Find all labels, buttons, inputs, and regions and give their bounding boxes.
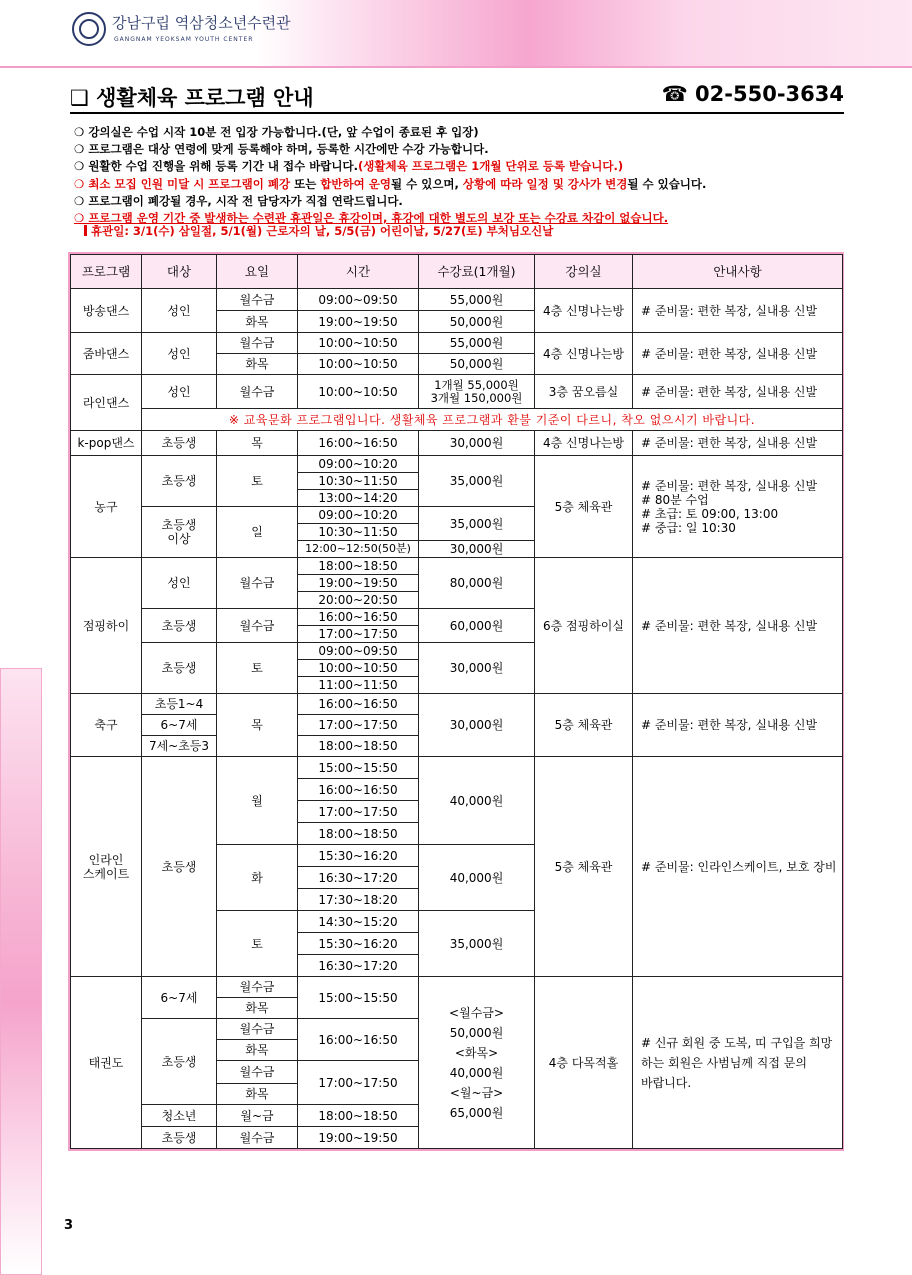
- table-cell: 토: [217, 456, 298, 507]
- table-header-row: [71, 255, 843, 289]
- table-cell: 09:00~10:20: [298, 456, 419, 473]
- table-cell: 월수금: [217, 558, 298, 609]
- table-cell: 청소년: [142, 1105, 217, 1127]
- table-row: [71, 375, 843, 409]
- table-cell: 월: [217, 757, 298, 845]
- table-cell: 월수금: [217, 977, 298, 998]
- table-cell: 17:00~17:50: [298, 1061, 419, 1105]
- table-body: [71, 289, 843, 1149]
- table-cell: 18:00~18:50: [298, 1105, 419, 1127]
- table-cell: 초등생: [142, 1127, 217, 1149]
- table-cell: 목: [217, 694, 298, 757]
- table-cell: 월수금: [217, 1061, 298, 1084]
- center-logo-icon: [72, 12, 106, 46]
- table-cell: 20:00~20:50: [298, 592, 419, 609]
- table-cell: 16:30~17:20: [298, 955, 419, 977]
- table-cell: 16:00~16:50: [298, 431, 419, 456]
- table-cell: 4층 신명나는방: [535, 333, 633, 375]
- table-cell: 10:30~11:50: [298, 473, 419, 490]
- table-cell: 1개월 55,000원 3개월 150,000원: [419, 375, 535, 409]
- col-header: 대상: [142, 255, 217, 289]
- header-band: [0, 0, 912, 66]
- table-cell: 10:00~10:50: [298, 354, 419, 375]
- table-cell: 7세~초등3: [142, 736, 217, 757]
- notice-item: ❍ 강의실은 수업 시작 10분 전 입장 가능합니다.(단, 앞 수업이 종료된 후 입장): [74, 125, 479, 139]
- table-cell: 18:00~18:50: [298, 823, 419, 845]
- table-cell: 30,000원: [419, 431, 535, 456]
- table-cell: 55,000원: [419, 333, 535, 354]
- table-cell: 월수금: [217, 1019, 298, 1040]
- table-cell: 라인댄스: [71, 375, 142, 431]
- table-cell: 초등생: [142, 609, 217, 643]
- table-cell: 축구: [71, 694, 142, 757]
- table-cell: 30,000원: [419, 541, 535, 558]
- table-cell: 6~7세: [142, 715, 217, 736]
- table-cell: 태권도: [71, 977, 142, 1149]
- table-cell: 인라인 스케이트: [71, 757, 142, 977]
- col-header: 요일: [217, 255, 298, 289]
- table-cell: 4층 다목적홀: [535, 977, 633, 1149]
- page-number: 3: [64, 1218, 74, 1233]
- table-cell: 16:00~16:50: [298, 1019, 419, 1061]
- notice-item: ❍ 프로그램 운영 기간 중 발생하는 수련관 휴관일은 휴강이며, 휴강에 대한 별도의 보강 또는 수강료 차감이 없습니다.: [74, 211, 669, 226]
- table-cell: 6~7세: [142, 977, 217, 1019]
- table-cell: 4층 신명나는방: [535, 289, 633, 333]
- table-cell: 화목: [217, 1040, 298, 1061]
- table-cell: 월~금: [217, 1105, 298, 1127]
- table-cell: 농구: [71, 456, 142, 558]
- table-cell: 11:00~11:50: [298, 677, 419, 694]
- table-cell: 15:30~16:20: [298, 933, 419, 955]
- table-cell: 60,000원: [419, 609, 535, 643]
- table-cell: 화: [217, 845, 298, 911]
- table-cell: 10:00~10:50: [298, 333, 419, 354]
- table-cell: 19:00~19:50: [298, 311, 419, 333]
- table-cell: 5층 체육관: [535, 694, 633, 757]
- table-cell: # 신규 회원 중 도복, 띠 구입을 희망 하는 회원은 사범님께 직접 문의 바랍니다.: [633, 977, 843, 1149]
- table-row: [71, 409, 843, 431]
- table-cell: # 준비물: 인라인스케이트, 보호 장비: [633, 757, 843, 977]
- table-cell: 09:00~10:20: [298, 507, 419, 524]
- table-row: [71, 431, 843, 456]
- table-cell: 초등생: [142, 757, 217, 977]
- table-cell: 화목: [217, 998, 298, 1019]
- table-cell: 초등생: [142, 431, 217, 456]
- table-cell: # 준비물: 편한 복장, 실내용 신발: [633, 431, 843, 456]
- title-underline: [70, 112, 844, 114]
- table-cell: 17:30~18:20: [298, 889, 419, 911]
- table-cell: 19:00~19:50: [298, 575, 419, 592]
- table-cell: 13:00~14:20: [298, 490, 419, 507]
- org-name: 강남구립 역삼청소년수련관: [112, 14, 291, 32]
- table-cell: 30,000원: [419, 694, 535, 757]
- table-cell: 30,000원: [419, 643, 535, 694]
- table-cell: 55,000원: [419, 289, 535, 311]
- table-cell: 초등생: [142, 1019, 217, 1105]
- table-cell: # 준비물: 편한 복장, 실내용 신발: [633, 333, 843, 375]
- table-cell: 성인: [142, 375, 217, 409]
- table-cell: 화목: [217, 311, 298, 333]
- table-cell: 초등생 이상: [142, 507, 217, 558]
- table-cell: 10:30~11:50: [298, 524, 419, 541]
- header-border: [0, 66, 912, 68]
- table-cell: 35,000원: [419, 507, 535, 541]
- table-cell: 50,000원: [419, 311, 535, 333]
- table-cell: 점핑하이: [71, 558, 142, 694]
- notice-item: ❍ 프로그램은 대상 연령에 맞게 등록해야 하며, 등록한 시간에만 수강 가능합니다.: [74, 142, 489, 157]
- table-cell: # 준비물: 편한 복장, 실내용 신발: [633, 289, 843, 333]
- table-cell: 17:00~17:50: [298, 715, 419, 736]
- table-cell: 화목: [217, 1084, 298, 1105]
- table-cell: 월수금: [217, 289, 298, 311]
- table-cell: # 준비물: 편한 복장, 실내용 신발: [633, 375, 843, 409]
- table-cell: 15:30~16:20: [298, 845, 419, 867]
- table-cell: 5층 체육관: [535, 456, 633, 558]
- table-cell: 월수금: [217, 609, 298, 643]
- table-cell: 10:00~10:50: [298, 375, 419, 409]
- table-cell: 성인: [142, 333, 217, 375]
- table-cell: 목: [217, 431, 298, 456]
- table-row: [71, 977, 843, 998]
- table-cell: 16:00~16:50: [298, 694, 419, 715]
- table-cell: 12:00~12:50(50분): [298, 541, 419, 558]
- table-cell: 성인: [142, 558, 217, 609]
- table-cell: <월수금> 50,000원 <화목> 40,000원 <월~금> 65,000원: [419, 977, 535, 1149]
- table-cell: 토: [217, 911, 298, 977]
- table-cell: 16:00~16:50: [298, 609, 419, 626]
- table-row: [71, 289, 843, 311]
- table-cell: 19:00~19:50: [298, 1127, 419, 1149]
- table-cell: 일: [217, 507, 298, 558]
- col-header: 프로그램: [71, 255, 142, 289]
- table-row: [71, 694, 843, 715]
- col-header: 수강료(1개월): [419, 255, 535, 289]
- table-cell: 35,000원: [419, 456, 535, 507]
- table-cell: 09:00~09:50: [298, 289, 419, 311]
- table-cell: 월수금: [217, 375, 298, 409]
- col-header: 안내사항: [633, 255, 843, 289]
- table-cell: 40,000원: [419, 757, 535, 845]
- table-cell: 17:00~17:50: [298, 626, 419, 643]
- table-cell: 18:00~18:50: [298, 736, 419, 757]
- notice-item: ❍ 원활한 수업 진행을 위해 등록 기간 내 접수 바랍니다.(생활체육 프로그램은 1개월 단위로 등록 받습니다.): [74, 159, 624, 174]
- table-cell: 14:30~15:20: [298, 911, 419, 933]
- table-cell: 초등생: [142, 643, 217, 694]
- table-cell: # 준비물: 편한 복장, 실내용 신발: [633, 558, 843, 694]
- table-cell: 15:00~15:50: [298, 977, 419, 1019]
- program-table: [68, 252, 844, 1151]
- table-cell: 초등생: [142, 456, 217, 507]
- table-cell: 15:00~15:50: [298, 757, 419, 779]
- table-cell: 10:00~10:50: [298, 660, 419, 677]
- table-cell: 18:00~18:50: [298, 558, 419, 575]
- table-row: [71, 558, 843, 575]
- table-cell: 월수금: [217, 333, 298, 354]
- table-cell: ※ 교육문화 프로그램입니다. 생활체육 프로그램과 환불 기준이 다르니, 착오 없으시기 바랍니다.: [142, 409, 843, 431]
- notice-item: ❍ 최소 모집 인원 미달 시 프로그램이 폐강 또는 합반하여 운영될 수 있으며, 상황에 따라 일정 및 강사가 변경될 수 있습니다.: [74, 176, 707, 191]
- table-cell: 35,000원: [419, 911, 535, 977]
- holiday-notice: 휴관일: 3/1(수) 삼일절, 5/1(월) 근로자의 날, 5/5(금) 어린이날, 5/27(토) 부처님오신날: [84, 223, 553, 239]
- table-cell: 5층 체육관: [535, 757, 633, 977]
- col-header: 강의실: [535, 255, 633, 289]
- table-row: [71, 757, 843, 779]
- left-decor-bar: [0, 668, 42, 1275]
- table-cell: 16:30~17:20: [298, 867, 419, 889]
- table-cell: 화목: [217, 354, 298, 375]
- table-row: [71, 333, 843, 354]
- table-cell: 80,000원: [419, 558, 535, 609]
- table-cell: 월수금: [217, 1127, 298, 1149]
- notice-item: ❍ 프로그램이 폐강될 경우, 시작 전 담당자가 직접 연락드립니다.: [74, 193, 403, 208]
- table-cell: 초등1~4: [142, 694, 217, 715]
- table-cell: 6층 점핑하이실: [535, 558, 633, 694]
- notice-list: [74, 124, 706, 227]
- table-cell: 토: [217, 643, 298, 694]
- col-header: 시간: [298, 255, 419, 289]
- table-cell: 줌바댄스: [71, 333, 142, 375]
- table-cell: 성인: [142, 289, 217, 333]
- table-cell: 40,000원: [419, 845, 535, 911]
- table-cell: # 준비물: 편한 복장, 실내용 신발 # 80분 수업 # 초급: 토 09:00, 13:00 # 중급: 일 10:30: [633, 456, 843, 558]
- table-cell: 50,000원: [419, 354, 535, 375]
- table-cell: 17:00~17:50: [298, 801, 419, 823]
- phone-number: ☎ 02-550-3634: [661, 82, 844, 106]
- table-cell: 3층 꿈오름실: [535, 375, 633, 409]
- org-subtitle: GANGNAM YEOKSAM YOUTH CENTER: [114, 36, 254, 43]
- table-row: [71, 456, 843, 473]
- table-cell: 16:00~16:50: [298, 779, 419, 801]
- table-cell: 방송댄스: [71, 289, 142, 333]
- page-title: ❑ 생활체육 프로그램 안내: [70, 86, 314, 110]
- table-cell: k-pop댄스: [71, 431, 142, 456]
- table-cell: # 준비물: 편한 복장, 실내용 신발: [633, 694, 843, 757]
- table-cell: 4층 신명나는방: [535, 431, 633, 456]
- table-cell: 09:00~09:50: [298, 643, 419, 660]
